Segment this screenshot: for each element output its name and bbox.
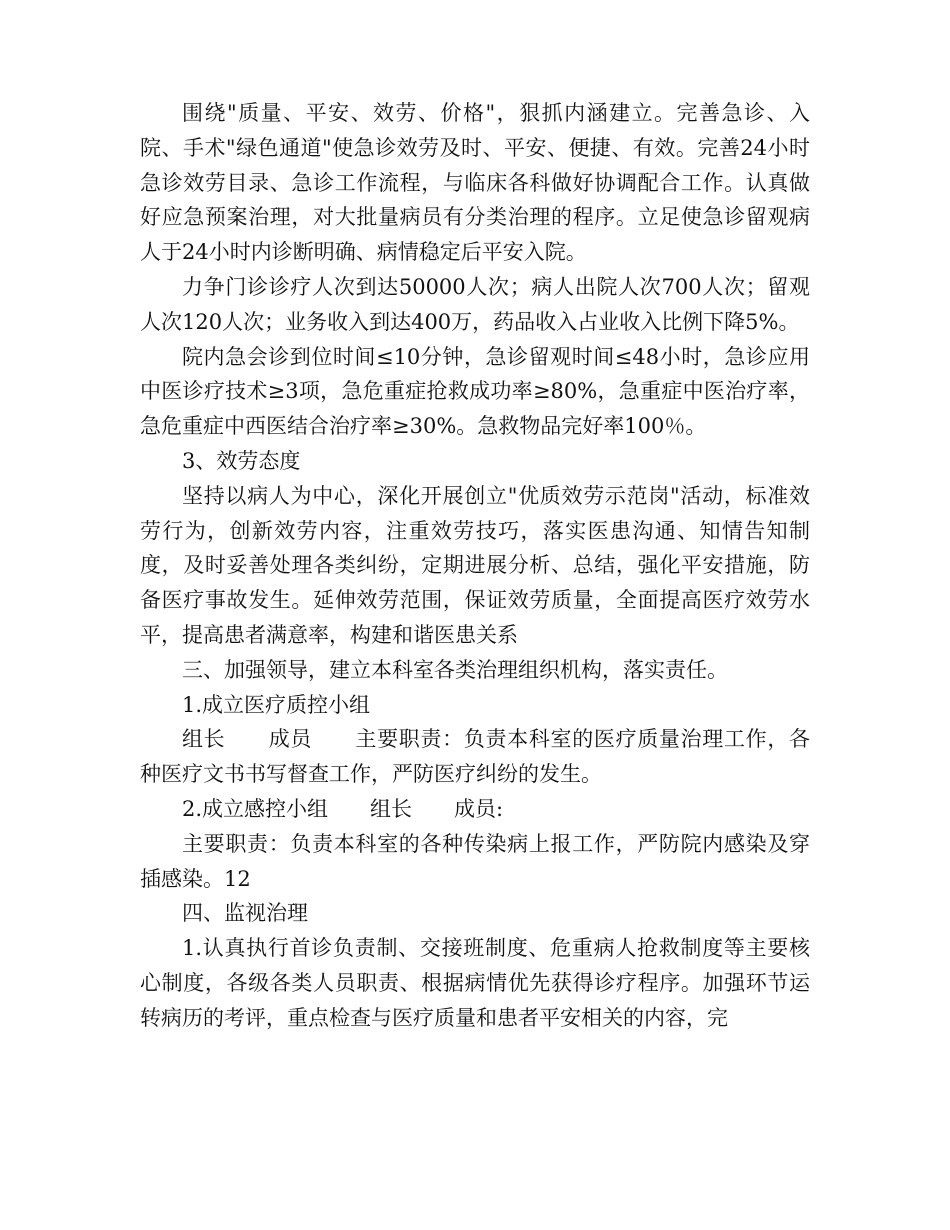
- paragraph-indicators: 院内急会诊到位时间≤10分钟，急诊留观时间≤48小时，急诊应用中医诊疗技术≥3项，急危重症抢救成功率≥80%，急重症中医治疗率，急危重症中西医结合治疗率≥30%。急救物品完好率100％。: [140, 344, 810, 439]
- paragraph-patient-centered: 坚持以病人为中心，深化开展创立"优质效劳示范岗"活动，标准效劳行为，创新效劳内容，注重效劳技巧，落实医患沟通、知情告知制度，及时妥善处理各类纠纷，定期进展分析、总结，强化平安措施，防备医疗事故发生。延伸效劳范围，保证效劳质量，全面提高医疗效劳水平，提高患者满意率，构建和谐医患关系: [140, 483, 810, 647]
- paragraph-core-systems: 1.认真执行首诊负责制、交接班制度、危重病人抢救制度等主要核心制度，各级各类人员职责、根据病情优先获得诊疗程序。加强环节运转病历的考评，重点检查与医疗质量和患者平安相关的内容，完: [140, 936, 810, 1030]
- heading-infection-control-group: 2.成立感控小组 组长 成员:: [182, 796, 504, 821]
- document-body: [140, 96, 810, 1036]
- heading-service-attitude: 3、效劳态度: [182, 448, 301, 473]
- paragraph-quality-control-duties: 组长 成员 主要职责：负责本科室的医疗质量治理工作，各种医疗文书书写督查工作，严防医疗纠纷的发生。: [140, 727, 810, 787]
- heading-leadership: 三、加强领导，建立本科室各类治理组织机构，落实责任。: [182, 657, 728, 682]
- heading-quality-control-group: 1.成立医疗质控小组: [182, 692, 371, 717]
- heading-supervision: 四、监视治理: [182, 901, 308, 926]
- paragraph-quality-focus: 围绕"质量、平安、效劳、价格"，狠抓内涵建立。完善急诊、入院、手术"绿色通道"使急诊效劳及时、平安、便捷、有效。完善24小时急诊效劳目录、急诊工作流程，与临床各科做好协调配合工作。认真做好应急预案治理，对大批量病员有分类治理的程序。立足使急诊留观病人于24小时内诊断明确、病情稳定后平安入院。: [140, 101, 810, 265]
- paragraph-infection-control-duties: 主要职责：负责本科室的各种传染病上报工作，严防院内感染及穿插感染。12: [140, 831, 810, 891]
- paragraph-targets: 力争门诊诊疗人次到达50000人次；病人出院人次700人次；留观人次120人次；业务收入到达400万，药品收入占业收入比例下降5%。: [140, 274, 810, 334]
